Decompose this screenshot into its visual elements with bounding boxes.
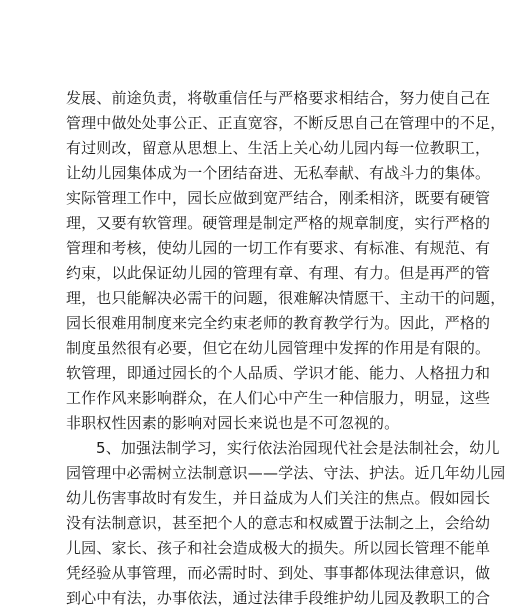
text-line: 工作作风来影响群众，在人们心中产生一种信服力，明显，这些 (66, 389, 491, 407)
text-line: 理，又要有软管理。硬管理是制定严格的规章制度，实行严格的 (66, 214, 491, 232)
text-line: 让幼儿园集体成为一个团结奋进、无私奉献、有战斗力的集体。 (66, 164, 491, 182)
text-line: 软管理，即通过园长的个人品质、学识才能、能力、人格扭力和 (66, 364, 491, 382)
text-line: 园管理中必需树立法制意识——学法、守法、护法。近几年幼儿园 (66, 464, 505, 482)
text-line: 制度虽然很有必要，但它在幼儿园管理中发挥的作用是有限的。 (66, 339, 491, 357)
text-line: 到心中有法，办事依法，通过法律手段维护幼儿园及教职工的合 (66, 589, 491, 607)
text-line: 管理和考核，使幼儿园的一切工作有要求、有标准、有规范、有 (66, 239, 491, 257)
text-line: 实际管理工作中，园长应做到宽严结合，刚柔相济，既要有硬管 (66, 189, 491, 207)
text-line: 管理中做处处事公正、正直宽容，不断反思自己在管理中的不足， (66, 114, 505, 132)
text-line: 没有法制意识，甚至把个人的意志和权威置于法制之上，会给幼 (66, 514, 491, 532)
text-line: 幼儿伤害事故时有发生，并日益成为人们关注的焦点。假如园长 (66, 489, 491, 507)
paragraph-first-line: 5、加强法制学习，实行依法治园现代社会是法制社会，幼儿 (96, 439, 500, 457)
text-line: 理，也只能解决必需干的问题，很难解决情愿干、主动干的问题， (66, 289, 505, 307)
text-line: 发展、前途负责，将敬重信任与严格要求相结合，努力使自己在 (66, 89, 491, 107)
text-line: 约束，以此保证幼儿园的管理有章、有理、有力。但是再严的管 (66, 264, 491, 282)
text-line: 非职权性因素的影响对园长来说也是不可忽视的。 (66, 414, 400, 432)
text-line: 园长很难用制度来完全约束老师的教育教学行为。因此，严格的 (66, 314, 491, 332)
text-line: 儿园、家长、孩子和社会造成极大的损失。所以园长管理不能单 (66, 539, 491, 557)
text-line: 凭经验从事管理，而必需时时、到处、事事都体现法律意识，做 (66, 564, 491, 582)
text-line: 有过则改，留意从思想上、生活上关心幼儿园内每一位教职工， (66, 139, 491, 157)
